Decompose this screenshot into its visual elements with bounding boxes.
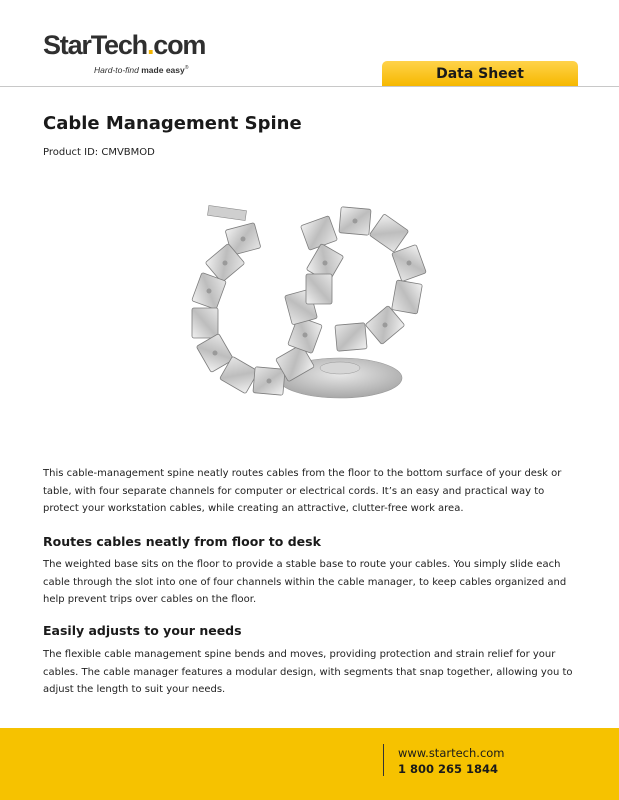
header-divider: [0, 86, 619, 87]
logo-tagline: Hard-to-find made easy®: [94, 65, 189, 75]
footer-band: [0, 728, 619, 800]
footer-phone: 1 800 265 1844: [398, 762, 499, 776]
section-heading: Easily adjusts to your needs: [43, 623, 242, 638]
logo-wordmark: StarTech.com: [43, 30, 206, 60]
data-sheet-tab: Data Sheet: [382, 61, 578, 86]
footer-divider: [383, 744, 384, 776]
section-body: The flexible cable management spine bends and moves, providing protection and strain relief for your cables. The cable manager features a modular design, with segments that snap together, allowing you to adjust the length to suit your needs.: [43, 649, 573, 695]
page-title: Cable Management Spine: [43, 113, 302, 134]
intro-paragraph: This cable-management spine neatly routes cables from the floor to the bottom surface of your desk or table, with four separate channels for computer or electrical cords. It’s an easy and practical way to protect your workstation cables, while creating an attractive, clutter-free work area.: [43, 468, 562, 514]
product-id: Product ID: CMVBMOD: [43, 147, 155, 158]
section-heading: Routes cables neatly from floor to desk: [43, 534, 321, 549]
footer-website-link[interactable]: www.startech.com: [398, 746, 505, 760]
startech-logo: [43, 30, 213, 75]
product-image: [180, 190, 450, 415]
section-body: The weighted base sits on the floor to provide a stable base to route your cables. You simply slide each cable through the slot into one of four channels within the cable manager, to keep cables organized and help prevent trips over cables on the floor.: [43, 559, 567, 605]
